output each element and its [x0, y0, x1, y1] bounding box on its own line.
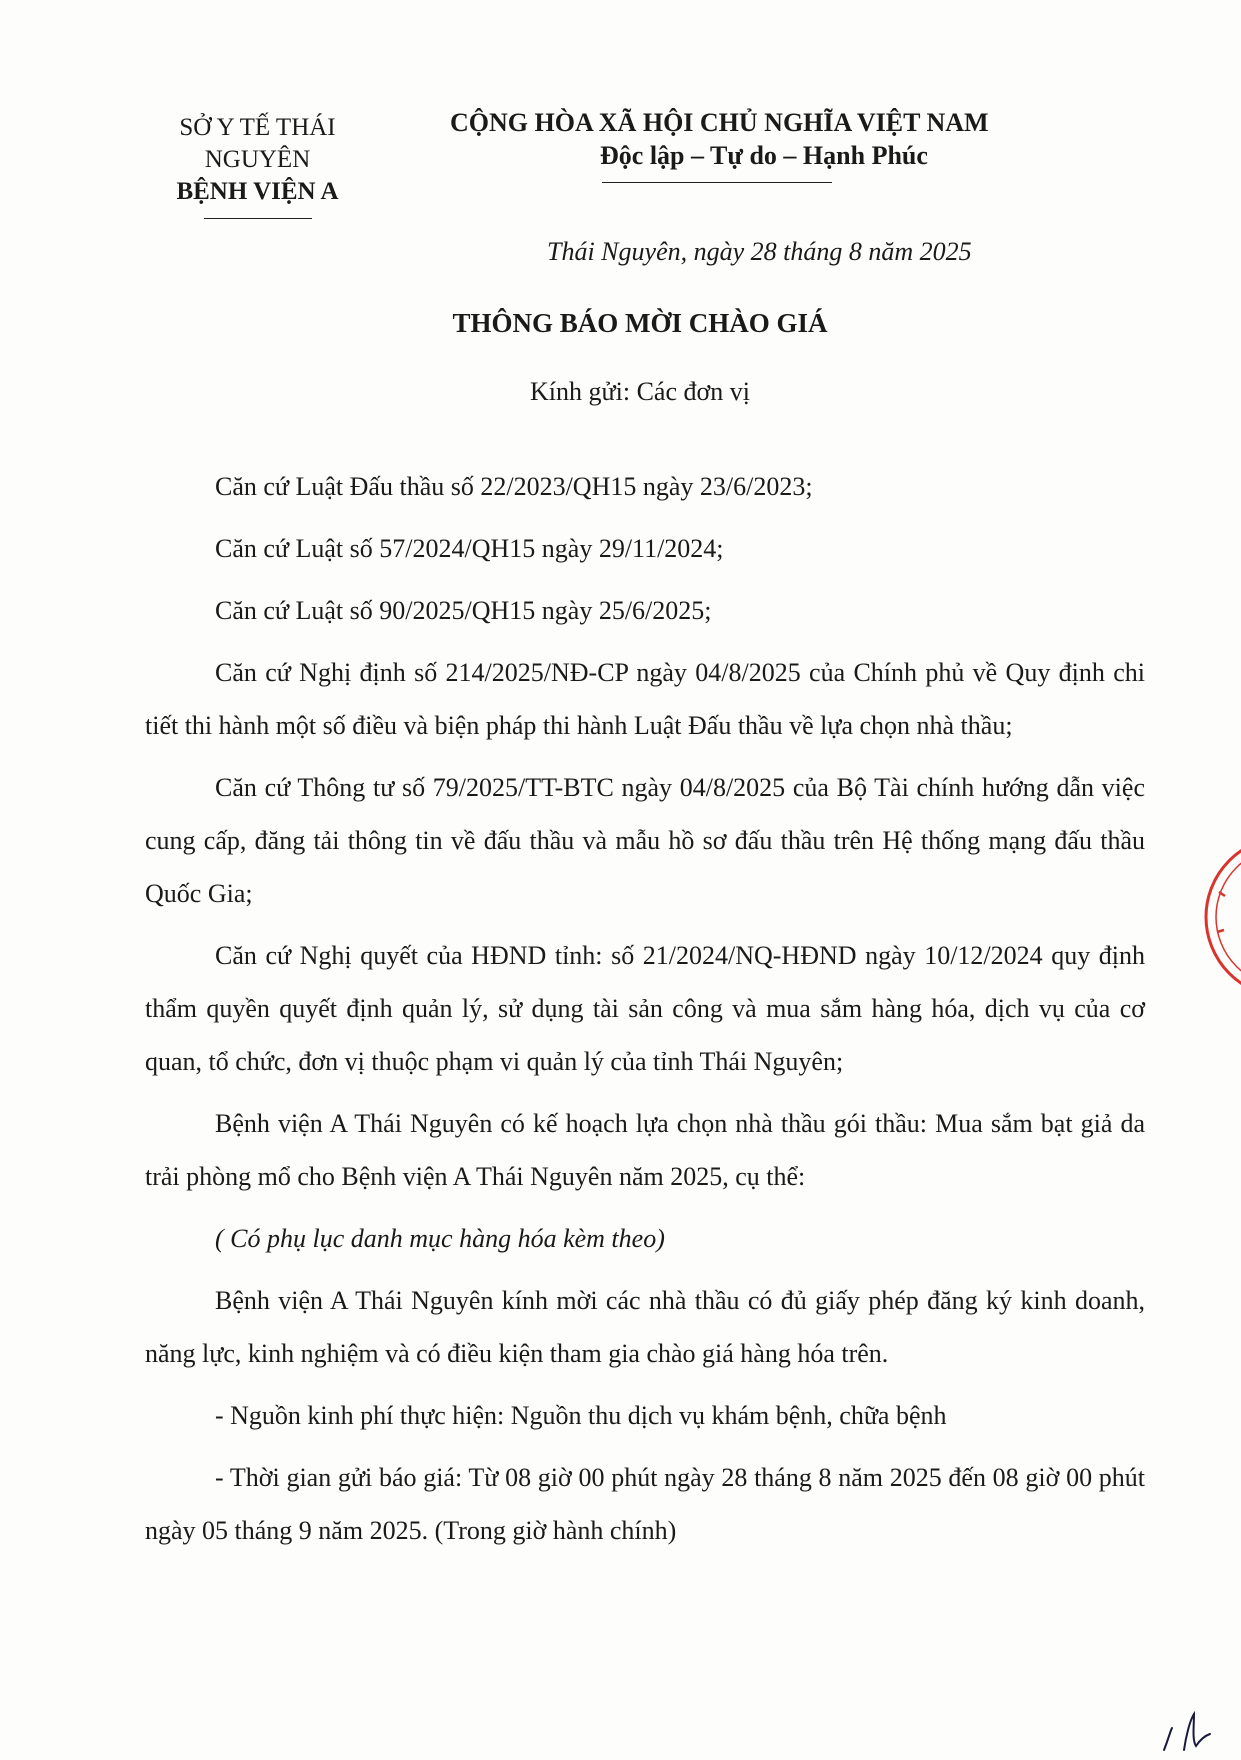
greeting: Kính gửi: Các đơn vị	[530, 377, 750, 406]
paragraph-decree: Căn cứ Nghị định số 214/2025/NĐ-CP ngày 04/8/2025 của Chính phủ về Quy định chi tiết thi hành một số điều và biện pháp thi hành Luật Đấu thầu về lựa chọn nhà thầu;	[145, 658, 1145, 740]
paragraph-procurement-plan: Bệnh viện A Thái Nguyên có kế hoạch lựa chọn nhà thầu gói thầu: Mua sắm bạt giả da trải phòng mổ cho Bệnh viện A Thái Nguyên năm 2025, cụ thể:	[145, 1109, 1145, 1191]
document-title: THÔNG BÁO MỜI CHÀO GIÁ	[452, 308, 828, 338]
paragraph-legal-basis-2: Căn cứ Luật số 57/2024/QH15 ngày 29/11/2024;	[215, 534, 724, 563]
paragraph-resolution: Căn cứ Nghị quyết của HĐND tỉnh: số 21/2024/NQ-HĐND ngày 10/12/2024 quy định thẩm quyền quyết định quản lý, sử dụng tài sản công và mua sắm hàng hóa, dịch vụ của cơ quan, tổ chức, đơn vị thuộc phạm vi quản lý của tỉnh Thái Nguyên;	[145, 941, 1145, 1076]
org-underline	[204, 218, 312, 219]
department-name: SỞ Y TẾ THÁI NGUYÊN	[179, 114, 336, 173]
hospital-name: BỆNH VIỆN A	[176, 178, 339, 205]
paragraph-funding-source: - Nguồn kinh phí thực hiện: Nguồn thu dịch vụ khám bệnh, chữa bệnh	[215, 1401, 947, 1430]
paragraph-invitation: Bệnh viện A Thái Nguyên kính mời các nhà thầu có đủ giấy phép đăng ký kinh doanh, năng lực, kinh nghiệm và có điều kiện tham gia chào giá hàng hóa trên.	[145, 1286, 1145, 1368]
paragraph-appendix-note: ( Có phụ lục danh mục hàng hóa kèm theo)	[215, 1224, 665, 1253]
national-motto: Độc lập – Tự do – Hạnh Phúc	[600, 141, 928, 170]
document-body	[145, 460, 1145, 1566]
paragraph-circular: Căn cứ Thông tư số 79/2025/TT-BTC ngày 04/8/2025 của Bộ Tài chính hướng dẫn việc cung cấp, đăng tải thông tin về đấu thầu và mẫu hồ sơ đấu thầu trên Hệ thống mạng đấu thầu Quốc Gia;	[145, 773, 1145, 908]
paragraph-legal-basis-3: Căn cứ Luật số 90/2025/QH15 ngày 25/6/2025;	[215, 596, 712, 625]
issuing-organization	[125, 112, 390, 219]
signature-mark	[1160, 1710, 1220, 1755]
country-name: CỘNG HÒA XÃ HỘI CHỦ NGHĨA VIỆT NAM	[450, 108, 989, 137]
paragraph-legal-basis-1: Căn cứ Luật Đấu thầu số 22/2023/QH15 ngày 23/6/2023;	[215, 472, 813, 501]
red-stamp-edge	[1191, 832, 1241, 1002]
place-date: Thái Nguyên, ngày 28 tháng 8 năm 2025	[547, 237, 972, 266]
paragraph-submission-time: - Thời gian gửi báo giá: Từ 08 giờ 00 phút ngày 28 tháng 8 năm 2025 đến 08 giờ 00 phút ngày 05 tháng 9 năm 2025. (Trong giờ hành chính)	[145, 1463, 1145, 1545]
national-header	[450, 106, 1070, 183]
motto-underline	[602, 182, 832, 183]
